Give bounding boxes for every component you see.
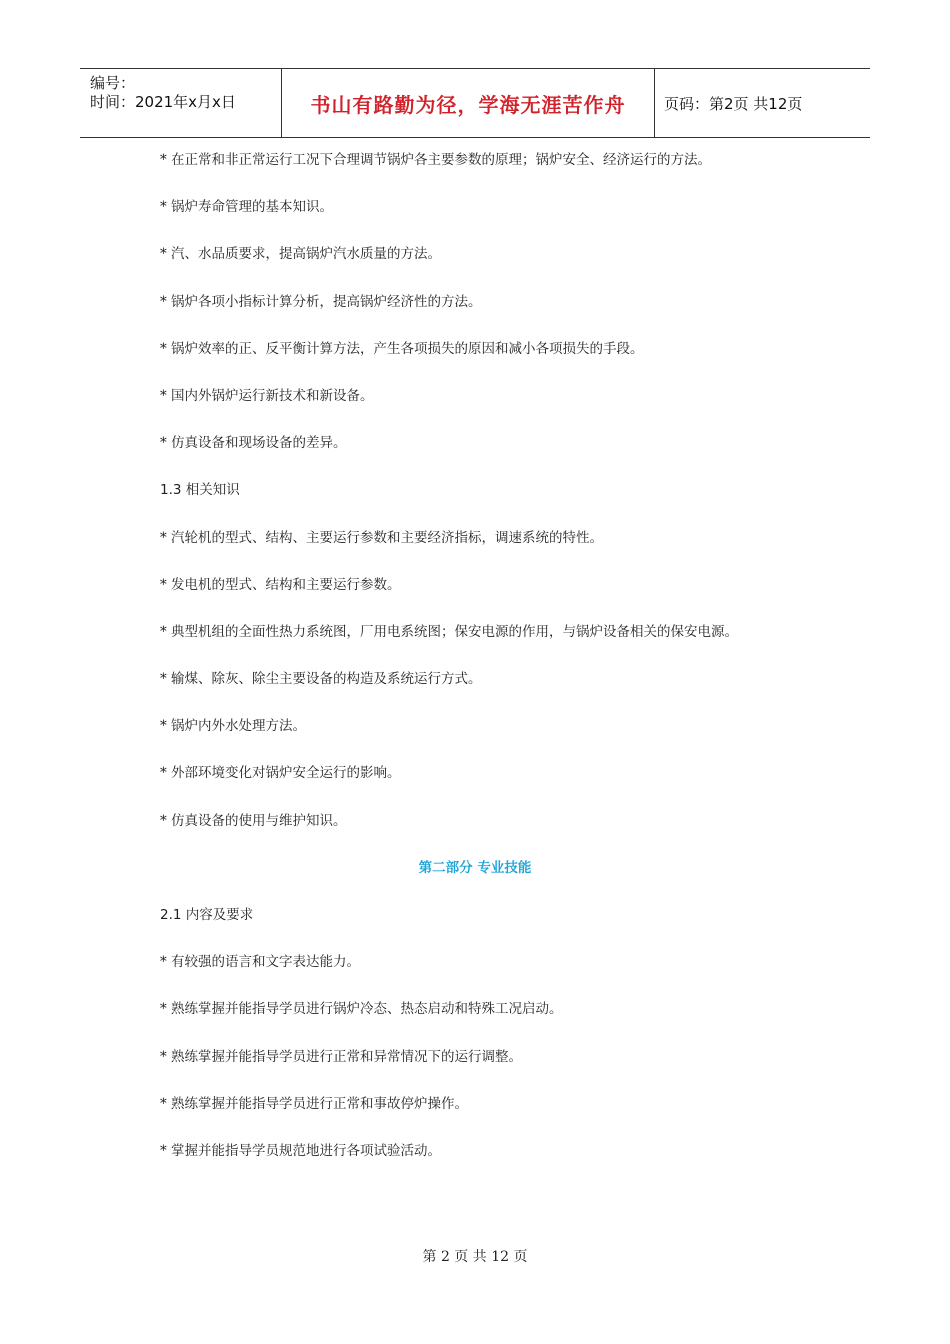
list-item: * 国内外锅炉运行新技术和新设备。 (160, 387, 374, 404)
header-motto-cell (281, 69, 655, 137)
document-body (160, 150, 860, 1188)
list-item: * 仿真设备和现场设备的差异。 (160, 435, 347, 452)
section-title: 第二部分 专业技能 (418, 859, 532, 876)
document-header (80, 68, 870, 138)
header-meta-cell (80, 69, 280, 137)
motto-text: 书山有路勤为径，学海无涯苦作舟 (310, 92, 626, 117)
page-footer (0, 1246, 950, 1266)
list-item: * 在正常和非正常运行工况下合理调节锅炉各主要参数的原理；锅炉安全、经济运行的方法。 (160, 152, 712, 168)
list-item: * 锅炉内外水处理方法。 (160, 718, 307, 735)
list-item: * 发电机的型式、结构和主要运行参数。 (160, 576, 401, 593)
list-item: * 掌握并能指导学员规范地进行各项试验活动。 (160, 1142, 442, 1159)
list-item: * 熟练掌握并能指导学员进行正常和事故停炉操作。 (160, 1095, 469, 1112)
list-item: * 锅炉各项小指标计算分析，提高锅炉经济性的方法。 (160, 293, 482, 310)
list-item: * 汽轮机的型式、结构、主要运行参数和主要经济指标，调速系统的特性。 (160, 529, 604, 546)
list-item: * 典型机组的全面性热力系统图，厂用电系统图；保安电源的作用，与锅炉设备相关的保安电源。 (160, 623, 739, 640)
date-label: 时间：2021年x月x日 (90, 93, 236, 111)
subsection-heading: 2.1 内容及要求 (160, 907, 254, 923)
list-item: * 输煤、除灰、除尘主要设备的构造及系统运行方式。 (160, 671, 482, 688)
code-label: 编号： (90, 74, 136, 92)
subsection-heading: 1.3 相关知识 (160, 482, 240, 499)
list-item: * 熟练掌握并能指导学员进行锅炉冷态、热态启动和特殊工况启动。 (160, 1001, 563, 1018)
footer-page-number: 第 2 页 共 12 页 (422, 1249, 528, 1265)
page-info: 页码：第2页 共12页 (664, 94, 803, 113)
list-item: * 有较强的语言和文字表达能力。 (160, 954, 361, 971)
list-item: * 熟练掌握并能指导学员进行正常和异常情况下的运行调整。 (160, 1048, 523, 1065)
list-item: * 锅炉寿命管理的基本知识。 (160, 199, 334, 216)
list-item: * 仿真设备的使用与维护知识。 (160, 812, 347, 829)
header-page-cell (655, 69, 870, 137)
list-item: * 汽、水品质要求，提高锅炉汽水质量的方法。 (160, 246, 442, 263)
list-item: * 锅炉效率的正、反平衡计算方法，产生各项损失的原因和减小各项损失的手段。 (160, 340, 644, 357)
list-item: * 外部环境变化对锅炉安全运行的影响。 (160, 765, 401, 782)
